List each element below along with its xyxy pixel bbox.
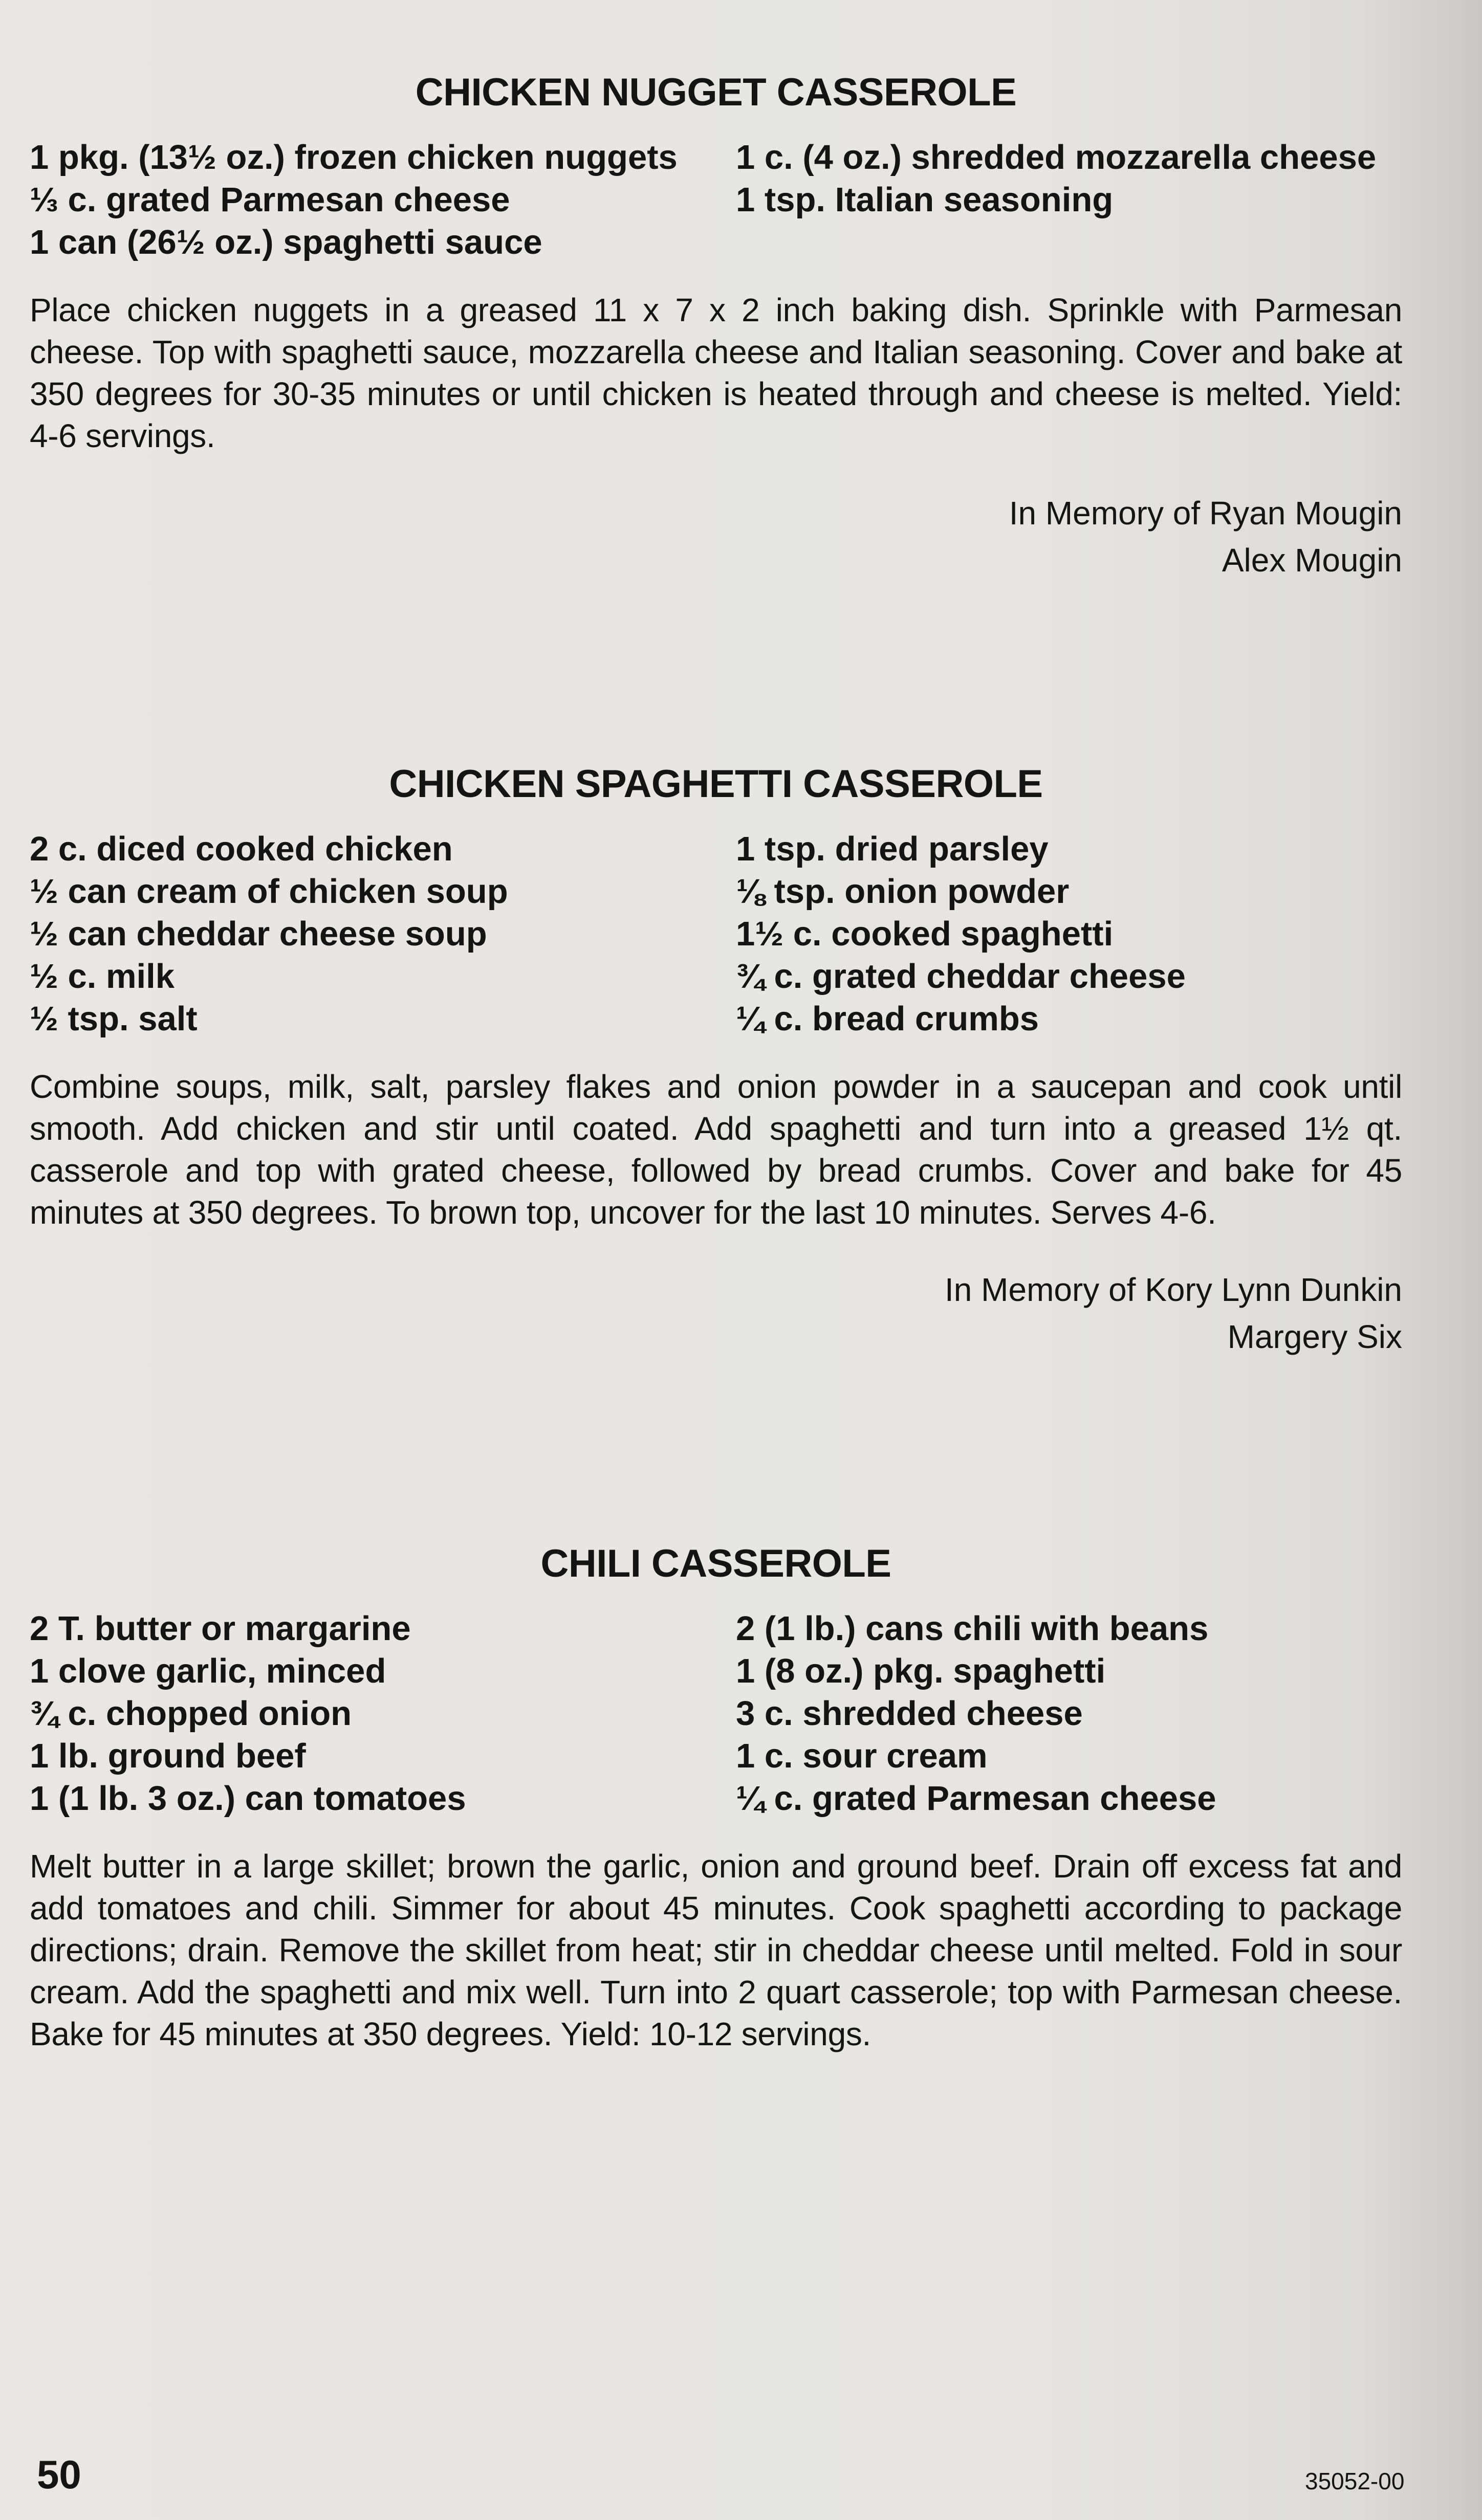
ingredient: ¾ c. chopped onion [30, 1694, 352, 1733]
ingredient: ¾ c. grated cheddar cheese [736, 957, 1186, 996]
recipe-chicken-spaghetti-casserole [30, 761, 1402, 1360]
ingredient: 1 clove garlic, minced [30, 1652, 386, 1690]
ingredient: 1½ c. cooked spaghetti [736, 915, 1114, 953]
ingredient: ⅓ c. grated Parmesan cheese [30, 181, 510, 219]
ingredients-left-column [30, 828, 736, 1040]
ingredients-left-column [30, 1607, 736, 1820]
ingredient: ½ can cheddar cheese soup [30, 915, 487, 953]
contributor-name: Alex Mougin [1222, 542, 1402, 579]
ingredient: ¼ c. bread crumbs [736, 1000, 1039, 1038]
ingredients-left-column [30, 136, 736, 263]
recipe-chili-casserole [30, 1541, 1402, 2088]
ingredient: 2 (1 lb.) cans chili with beans [736, 1609, 1209, 1648]
recipe-directions: Combine soups, milk, salt, parsley flakes and onion powder in a saucepan and cook until smooth. Add chicken and stir until coated. Add spaghetti and turn into a greased 1½ qt. casserole and top with grated cheese, followed by bread crumbs. Cover and bake for 45 minutes at 350 degrees. To brown top, uncover for the last 10 minutes. Serves 4-6. [30, 1068, 1402, 1231]
recipe-title: CHICKEN NUGGET CASSEROLE [415, 71, 1017, 114]
print-code: 35052-00 [1305, 2468, 1405, 2494]
ingredient: 1 tsp. Italian seasoning [736, 181, 1114, 219]
memorial-credit [30, 490, 1402, 584]
ingredients [30, 136, 1402, 263]
ingredient: 1 can (26½ oz.) spaghetti sauce [30, 223, 542, 261]
recipe-title: CHICKEN SPAGHETTI CASSEROLE [389, 762, 1043, 806]
memorial-line: In Memory of Kory Lynn Dunkin [945, 1271, 1402, 1308]
ingredient: ½ tsp. salt [30, 1000, 198, 1038]
ingredients [30, 1607, 1402, 1820]
ingredients-right-column [736, 828, 1402, 1040]
ingredient: ½ c. milk [30, 957, 175, 996]
ingredients-right-column [736, 136, 1402, 263]
ingredient: 2 T. butter or margarine [30, 1609, 411, 1648]
ingredient: 3 c. shredded cheese [736, 1694, 1083, 1733]
ingredient: 1 (8 oz.) pkg. spaghetti [736, 1652, 1106, 1690]
memorial-line: In Memory of Ryan Mougin [1009, 495, 1402, 532]
ingredient: 1 tsp. dried parsley [736, 830, 1049, 868]
ingredient: 1 lb. ground beef [30, 1737, 306, 1775]
recipe-title: CHILI CASSEROLE [540, 1542, 891, 1585]
ingredient: 1 (1 lb. 3 oz.) can tomatoes [30, 1779, 466, 1818]
ingredient: 1 c. (4 oz.) shredded mozzarella cheese [736, 138, 1377, 176]
memorial-credit [30, 1266, 1402, 1360]
ingredient: ½ can cream of chicken soup [30, 872, 508, 911]
page-number: 50 [37, 2452, 81, 2497]
recipe-directions: Melt butter in a large skillet; brown the garlic, onion and ground beef. Drain off excess fat and add tomatoes and chili. Simmer for about 45 minutes. Cook spaghetti according to package directions; drain. Remove the skillet from heat; stir in cheddar cheese until melted. Fold in sour cream. Add the spaghetti and mix well. Turn into 2 quart casserole; top with Parmesan cheese. Bake for 45 minutes at 350 degrees. Yield: 10-12 servings. [30, 1848, 1402, 2052]
recipe-directions: Place chicken nuggets in a greased 11 x 7 x 2 inch baking dish. Sprinkle with Parmesan cheese. Top with spaghetti sauce, mozzarella cheese and Italian seasoning. Cover and bake at 350 degrees for 30-35 minutes or until chicken is heated through and cheese is melted. Yield: 4-6 servings. [30, 292, 1402, 454]
ingredient: 1 pkg. (13½ oz.) frozen chicken nuggets [30, 138, 678, 176]
ingredient: ⅛ tsp. onion powder [736, 872, 1070, 911]
ingredient: ¼ c. grated Parmesan cheese [736, 1779, 1216, 1818]
contributor-name: Margery Six [1227, 1318, 1402, 1355]
recipe-chicken-nugget-casserole [30, 70, 1402, 584]
ingredients-right-column [736, 1607, 1402, 1820]
ingredient: 1 c. sour cream [736, 1737, 988, 1775]
ingredient: 2 c. diced cooked chicken [30, 830, 453, 868]
ingredients [30, 828, 1402, 1040]
